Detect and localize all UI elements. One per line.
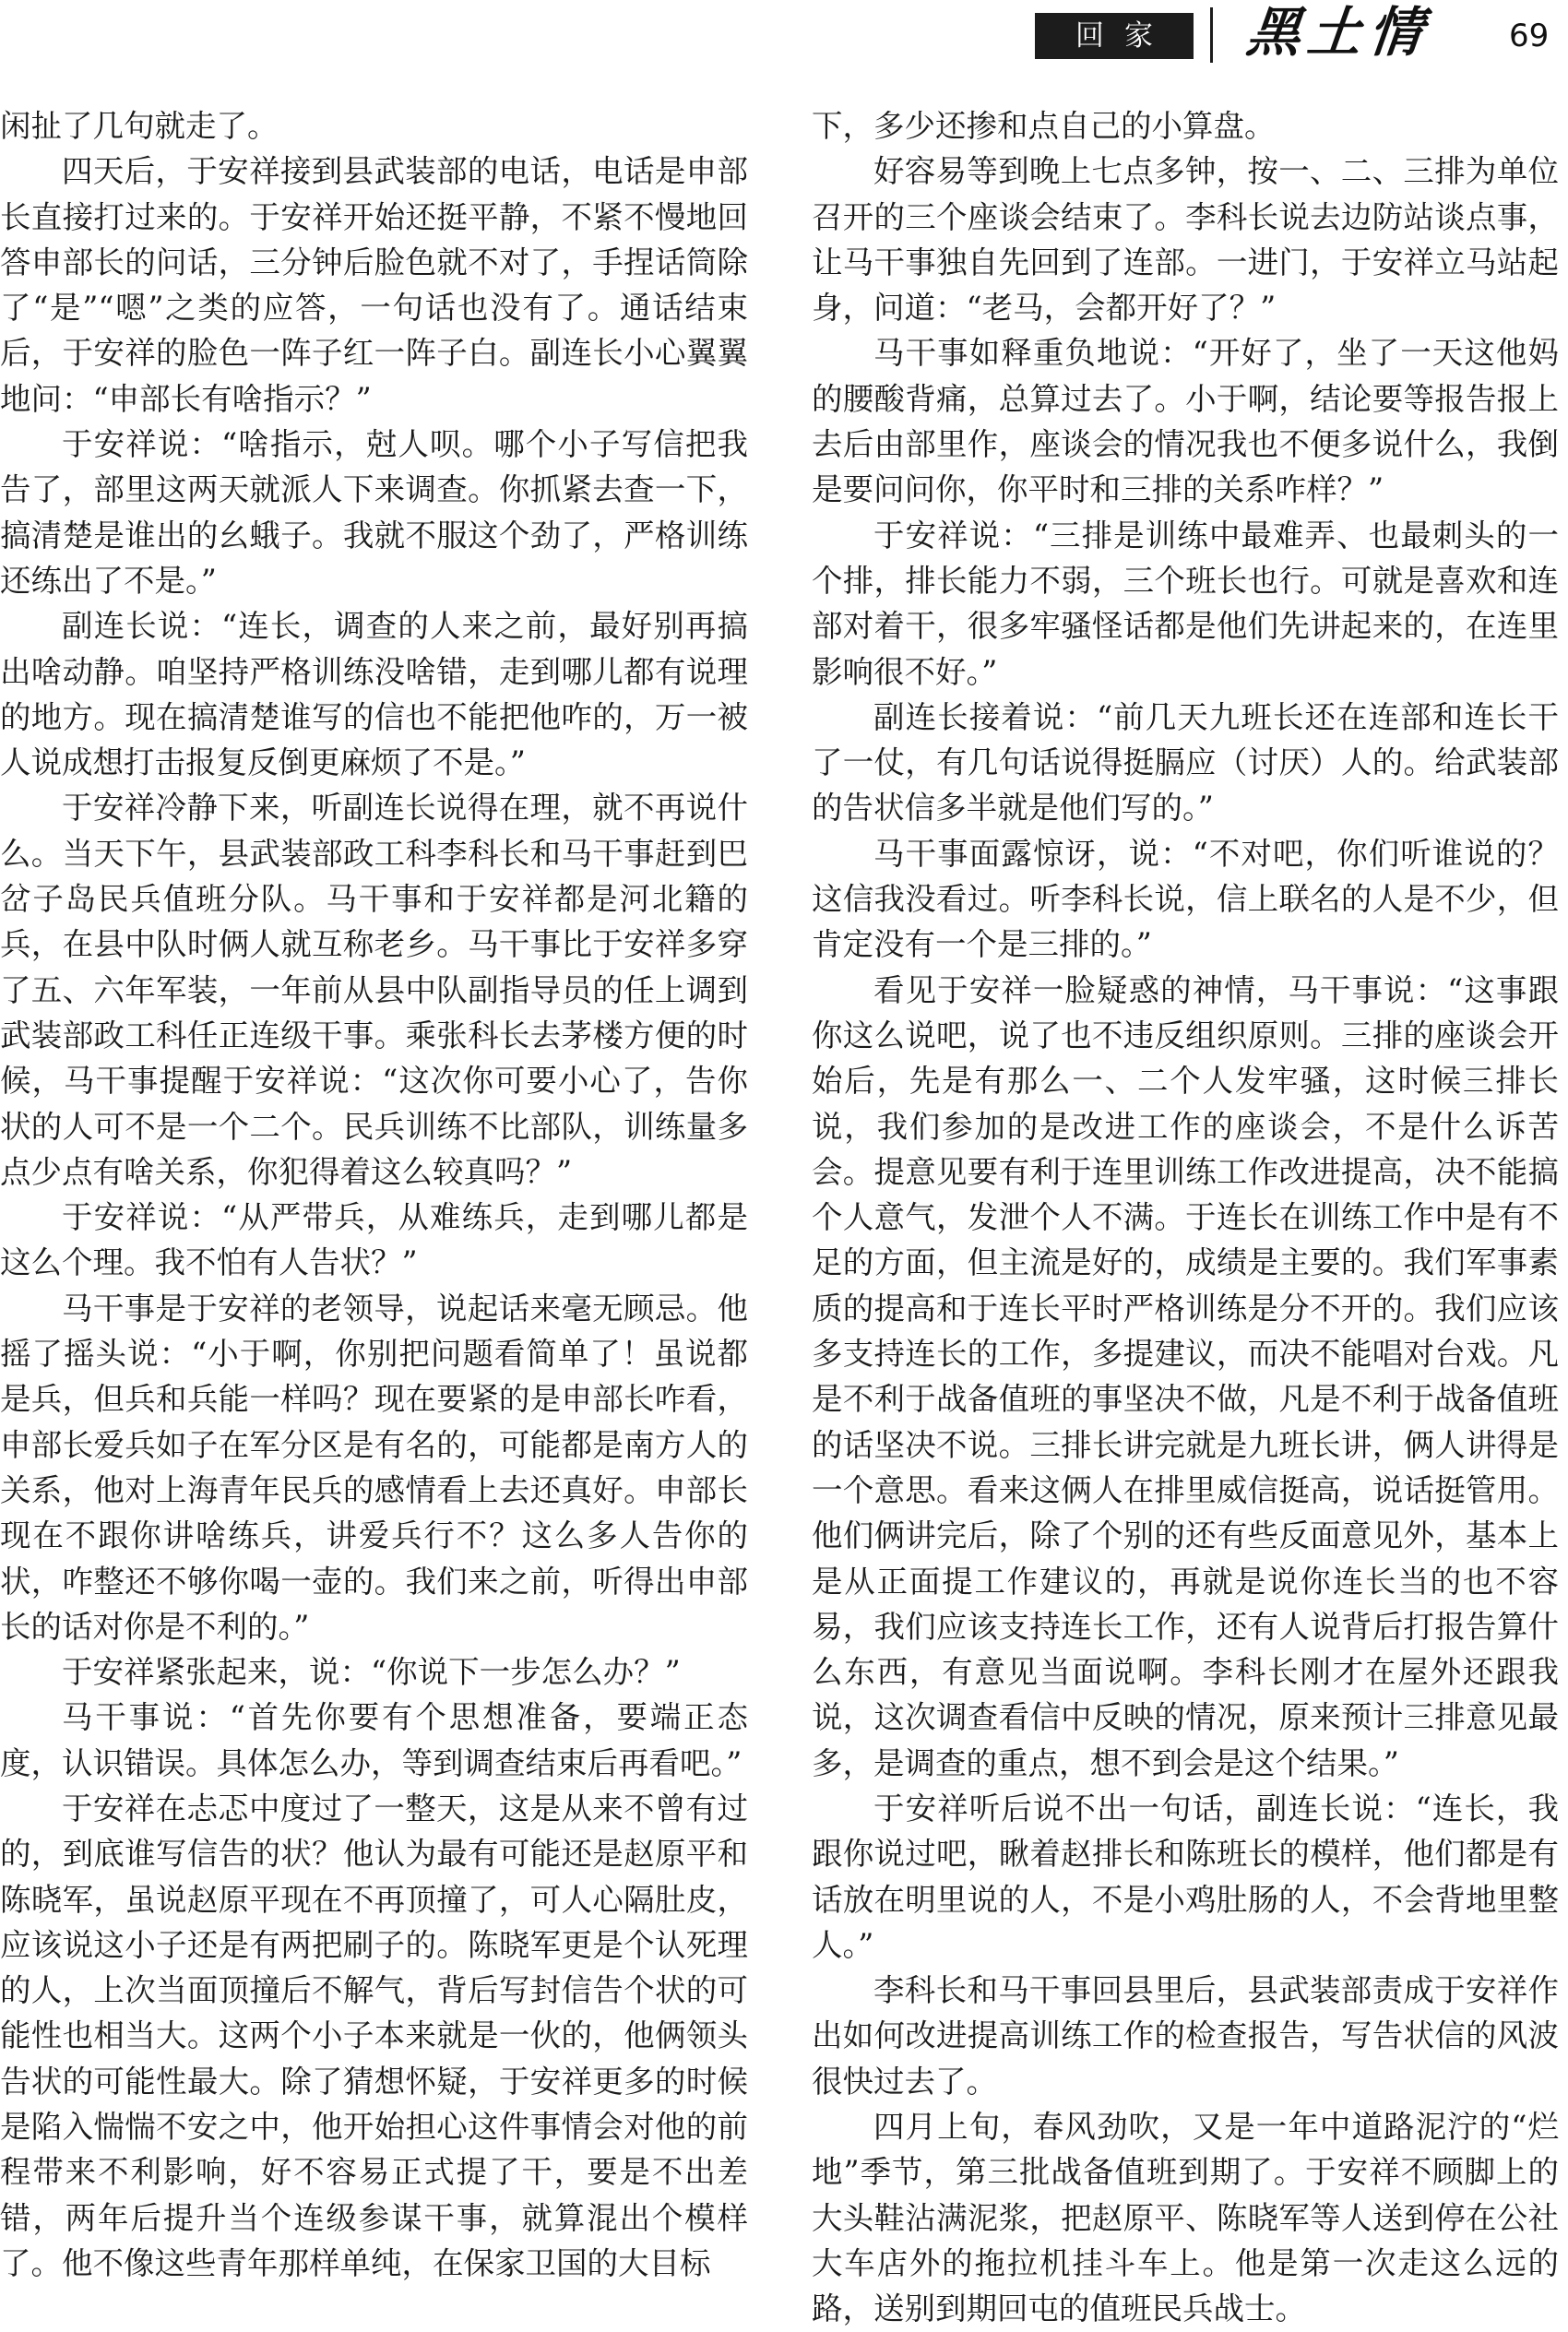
paragraph: 好容易等到晚上七点多钟，按一、二、三排为单位召开的三个座谈会结束了。李科长说去边防站谈点事，让马干事独自先回到了连部。一进门，于安祥立马站起身，问道：“老马，会都开好了？” bbox=[812, 153, 1559, 327]
paragraph: 马干事面露惊讶，说：“不对吧，你们听谁说的？这信我没看过。听李科长说，信上联名的人是不少，但肯定没有一个是三排的。” bbox=[812, 835, 1559, 963]
magazine-logo: 黑土情 bbox=[1243, 1, 1433, 64]
paragraph: 马干事如释重负地说：“开好了，坐了一天这他妈的腰酸背痛，总算过去了。小于啊，结论要等报告报上去后由部里作，座谈会的情况我也不便多说什么，我倒是要问问你，你平时和三排的关系咋样？” bbox=[812, 335, 1559, 508]
left-column bbox=[0, 103, 748, 2286]
paragraph: 副连长说：“连长，调查的人来之前，最好别再搞出啥动静。咱坚持严格训练没啥错，走到哪儿都有说理的地方。现在搞清楚谁写的信也不能把他咋的，万一被人说成想打击报复反倒更麻烦了不是。” bbox=[0, 608, 748, 781]
page-number: 69 bbox=[1509, 18, 1550, 54]
paragraph: 于安祥紧张起来，说：“你说下一步怎么办？” bbox=[62, 1654, 681, 1691]
paragraph: 于安祥说：“三排是训练中最难弄、也最刺头的一个排，排长能力不弱，三个班长也行。可就是喜欢和连部对着干，很多牢骚怪话都是他们先讲起来的，在连里影响很不好。” bbox=[812, 517, 1559, 690]
header-divider bbox=[1210, 7, 1213, 63]
paragraph: 于安祥说：“啥指示，尅人呗。哪个小子写信把我告了，部里这两天就派人下来调查。你抓紧去查一下，搞清楚是谁出的幺蛾子。我就不服这个劲了，严格训练还练出了不是。” bbox=[0, 426, 748, 599]
paragraph: 于安祥说：“从严带兵，从难练兵，走到哪儿都是这么个理。我不怕有人告状？” bbox=[0, 1199, 748, 1281]
paragraph: 马干事是于安祥的老领导，说起话来毫无顾忌。他摇了摇头说：“小于啊，你别把问题看简单了！虽说都是兵，但兵和兵能一样吗？现在要紧的是申部长咋看，申部长爱兵如子在军分区是有名的，可能都是南方人的关系，他对上海青年民兵的感情看上去还真好。申部长现在不跟你讲啥练兵，讲爱兵行不？这么多人告你的状，咋整还不够你喝一壶的。我们来之前，听得出申部长的话对你是不利的。” bbox=[0, 1290, 748, 1645]
paragraph: 副连长接着说：“前几天九班长还在连部和连长干了一仗，有几句话说得挺膈应（讨厌）人的。给武装部的告状信多半就是他们写的。” bbox=[812, 698, 1559, 827]
section-tag: 回家 bbox=[1035, 13, 1194, 59]
paragraph: 四月上旬，春风劲吹，又是一年中道路泥泞的“烂地”季节，第三批战备值班到期了。于安祥不顾脚上的大头鞋沾满泥浆，把赵原平、陈晓军等人送到停在公社大车店外的拖拉机挂斗车上。他是第一次走这么远的路，送别到期回屯的值班民兵战士。 bbox=[812, 2109, 1559, 2327]
paragraph: 下，多少还掺和点自己的小算盘。 bbox=[812, 108, 1276, 144]
paragraph: 李科长和马干事回县里后，县武装部责成于安祥作出如何改进提高训练工作的检查报告，写告状信的风波很快过去了。 bbox=[812, 1972, 1559, 2100]
right-column bbox=[812, 103, 1559, 2332]
paragraph: 于安祥在忐忑中度过了一整天，这是从来不曾有过的，到底谁写信告的状？他认为最有可能还是赵原平和陈晓军，虽说赵原平现在不再顶撞了，可人心隔肚皮，应该说这小子还是有两把刷子的。陈晓军更是个认死理的人，上次当面顶撞后不解气，背后写封信告个状的可能性也相当大。这两个小子本来就是一伙的，他俩领头告状的可能性最大。除了猜想怀疑，于安祥更多的时候是陷入惴惴不安之中，他开始担心这件事情会对他的前程带来不利影响，好不容易正式提了干，要是不出差错，两年后提升当个连级参谋干事，就算混出个模样了。他不像这些青年那样单纯，在保家卫国的大目标 bbox=[0, 1790, 748, 2281]
paragraph: 看见于安祥一脸疑惑的神情，马干事说：“这事跟你这么说吧，说了也不违反组织原则。三排的座谈会开始后，先是有那么一、二个人发牢骚，这时候三排长说，我们参加的是改进工作的座谈会，不是什么诉苦会。提意见要有利于连里训练工作改进提高，决不能搞个人意气，发泄个人不满。于连长在训练工作中是有不足的方面，但主流是好的，成绩是主要的。我们军事素质的提高和于连长平时严格训练是分不开的。我们应该多支持连长的工作，多提建议，而决不能唱对台戏。凡是不利于战备值班的事坚决不做，凡是不利于战备值班的话坚决不说。三排长讲完就是九班长讲，俩人讲得是一个意思。看来这俩人在排里威信挺高，说话挺管用。他们俩讲完后，除了个别的还有些反面意见外，基本上是从正面提工作建议的，再就是说你连长当的也不容易，我们应该支持连长工作，还有人说背后打报告算什么东西，有意见当面说啊。李科长刚才在屋外还跟我说，这次调查看信中反映的情况，原来预计三排意见最多，是调查的重点，想不到会是这个结果。” bbox=[812, 971, 1559, 1781]
paragraph: 马干事说：“首先你要有个思想准备，要端正态度，认识错误。具体怎么办，等到调查结束后再看吧。” bbox=[0, 1699, 748, 1781]
paragraph: 闲扯了几句就走了。 bbox=[0, 108, 279, 144]
paragraph: 于安祥听后说不出一句话，副连长说：“连长，我跟你说过吧，瞅着赵排长和陈班长的模样，他们都是有话放在明里说的人，不是小鸡肚肠的人，不会背地里整人。” bbox=[812, 1790, 1559, 1963]
paragraph: 于安祥冷静下来，听副连长说得在理，就不再说什么。当天下午，县武装部政工科李科长和马干事赶到巴岔子岛民兵值班分队。马干事和于安祥都是河北籍的兵，在县中队时俩人就互称老乡。马干事比于安祥多穿了五、六年军装，一年前从县中队副指导员的任上调到武装部政工科任正连级干事。乘张科长去茅楼方便的时候，马干事提醒于安祥说：“这次你可要小心了，告你状的人可不是一个二个。民兵训练不比部队，训练量多点少点有啥关系，你犯得着这么较真吗？” bbox=[0, 790, 748, 1190]
page-header bbox=[0, 0, 1568, 74]
paragraph: 四天后，于安祥接到县武装部的电话，电话是申部长直接打过来的。于安祥开始还挺平静，不紧不慢地回答申部长的问话，三分钟后脸色就不对了，手捏话筒除了“是”“嗯”之类的应答，一句话也没有了。通话结束后，于安祥的脸色一阵子红一阵子白。副连长小心翼翼地问：“申部长有啥指示？” bbox=[0, 153, 748, 417]
